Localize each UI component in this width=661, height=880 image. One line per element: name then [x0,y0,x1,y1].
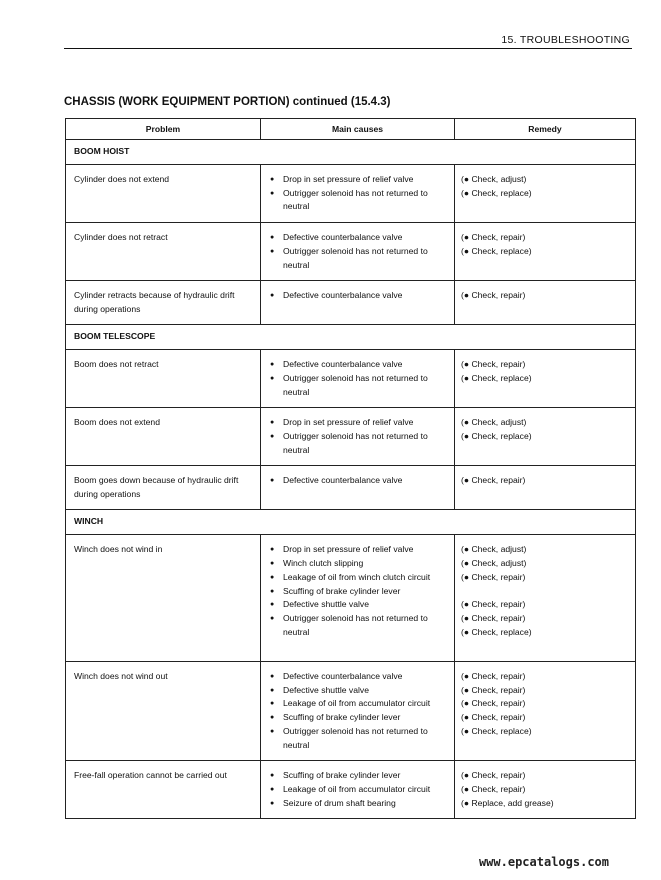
main-causes-cell [261,165,455,223]
table-row [66,408,636,466]
remedy-item: (● Check, repair) [461,612,526,623]
cause-item: ● Outrigger solenoid has not returned to neutral [269,187,448,214]
cause-item: ● Outrigger solenoid has not returned to neutral [269,725,448,752]
cause-item: ● Outrigger solenoid has not returned to neutral [269,612,448,639]
remedy-item: (● Check, adjust) [461,174,527,184]
problem-cell: Boom does not extend [66,408,261,466]
cause-item: ● Leakage of oil from accumulator circuit [269,697,448,711]
main-causes-cell [261,662,455,761]
remedy-item: (● Check, replace) [461,245,532,256]
cause-item: ● Leakage of oil from accumulator circuit [269,783,448,797]
cause-item: ● Scuffing of brake cylinder lever [269,711,448,725]
remedy-item: (● Check, repair) [461,712,526,723]
table-row [66,662,636,761]
group-row [66,140,636,165]
remedy-item: (● Check, adjust) [461,544,527,555]
causes-list [269,769,448,810]
table-row [66,165,636,223]
problem-cell: Boom goes down because of hydraulic drift during operations [66,466,261,510]
main-causes-cell [261,466,455,510]
column-header-problem: Problem [66,119,261,140]
cause-item: ● Winch clutch slipping [269,557,448,571]
remedy-item: (● Check, replace) [461,372,532,383]
remedy-cell [455,223,636,281]
table-row [66,350,636,408]
cause-item: ● Outrigger solenoid has not returned to neutral [269,245,448,272]
remedies-list [461,474,629,488]
cause-item: ● Defective counterbalance valve [269,670,448,684]
causes-list [269,416,448,457]
group-title: WINCH [66,510,636,535]
remedy-item: (● Check, adjust) [461,558,527,569]
causes-list [269,231,448,272]
causes-list [269,289,448,303]
remedies-list [461,543,629,653]
page-header-label: 15. TROUBLESHOOTING [501,34,630,46]
table-row [66,281,636,325]
remedy-cell [455,761,636,819]
remedy-item: (● Check, repair) [461,671,526,682]
remedy-cell [455,165,636,223]
remedies-list [461,173,629,214]
remedy-item: (● Check, repair) [461,475,526,486]
remedy-item: (● Check, adjust) [461,417,527,428]
remedy-item: (● Check, repair) [461,599,526,610]
remedies-list [461,769,629,810]
footer-watermark: www.epcatalogs.com [478,855,609,869]
remedies-list [461,358,629,399]
column-header-remedy: Remedy [455,119,636,140]
remedy-cell [455,662,636,761]
group-title: BOOM TELESCOPE [66,325,636,350]
table-row [66,761,636,819]
page-header [64,34,632,49]
cause-item: ● Defective counterbalance valve [269,474,448,488]
remedy-cell [455,466,636,510]
remedy-cell [455,350,636,408]
group-title: BOOM HOIST [66,140,636,165]
cause-item: ● Outrigger solenoid has not returned to neutral [269,430,448,457]
remedy-item: (● Check, replace) [461,431,532,442]
causes-list [269,543,448,639]
column-header-main-causes: Main causes [261,119,455,140]
cause-item: ● Drop in set pressure of relief valve [269,543,448,557]
remedy-item: (● Replace, add grease) [461,797,554,808]
remedy-item: (● Check, repair) [461,783,526,794]
cause-item: ● Leakage of oil from winch clutch circuit [269,571,448,585]
remedies-list [461,670,629,752]
remedy-item: (● Check, repair) [461,290,526,301]
problem-cell: Winch does not wind out [66,662,261,761]
table-header-row [66,119,636,140]
table-row [66,466,636,510]
main-causes-cell [261,535,455,662]
problem-cell: Cylinder does not extend [66,165,261,223]
causes-list [269,358,448,399]
remedy-item: (● Check, replace) [461,187,532,198]
main-causes-cell [261,761,455,819]
table-body [66,140,636,819]
table-row [66,223,636,281]
remedy-cell [455,408,636,466]
group-row [66,510,636,535]
cause-item: ● Seizure of drum shaft bearing [269,797,448,811]
remedy-item: (● Check, repair) [461,684,526,695]
cause-item: ● Drop in set pressure of relief valve [269,173,448,187]
remedy-item: (● Check, replace) [461,725,532,736]
cause-item: ● Scuffing of brake cylinder lever [269,585,448,599]
problem-cell: Free-fall operation cannot be carried out [66,761,261,819]
remedy-item: (● Check, repair) [461,698,526,709]
causes-list [269,474,448,488]
section-title: CHASSIS (WORK EQUIPMENT PORTION) continued (15.4.3) [64,96,391,108]
cause-item: ● Defective counterbalance valve [269,231,448,245]
group-row [66,325,636,350]
causes-list [269,173,448,214]
causes-list [269,670,448,752]
problem-cell: Winch does not wind in [66,535,261,662]
cause-item: ● Outrigger solenoid has not returned to neutral [269,372,448,399]
cause-item: ● Defective counterbalance valve [269,289,448,303]
cause-item: ● Defective counterbalance valve [269,358,448,372]
problem-cell: Cylinder retracts because of hydraulic drift during operations [66,281,261,325]
problem-cell: Cylinder does not retract [66,223,261,281]
remedy-item: (● Check, repair) [461,571,526,582]
main-causes-cell [261,408,455,466]
problem-cell: Boom does not retract [66,350,261,408]
remedy-item: (● Check, repair) [461,232,526,243]
table-row [66,535,636,662]
remedy-cell [455,535,636,662]
cause-item: ● Drop in set pressure of relief valve [269,416,448,430]
remedy-item: (● Check, repair) [461,770,526,781]
main-causes-cell [261,223,455,281]
remedies-list [461,289,629,303]
remedies-list [461,231,629,272]
remedies-list [461,416,629,457]
remedy-item: (● Check, repair) [461,359,526,370]
remedy-cell [455,281,636,325]
cause-item: ● Scuffing of brake cylinder lever [269,769,448,783]
troubleshooting-table [65,118,636,819]
main-causes-cell [261,350,455,408]
remedy-item: (● Check, replace) [461,626,532,637]
main-causes-cell [261,281,455,325]
cause-item: ● Defective shuttle valve [269,684,448,698]
cause-item: ● Defective shuttle valve [269,598,448,612]
